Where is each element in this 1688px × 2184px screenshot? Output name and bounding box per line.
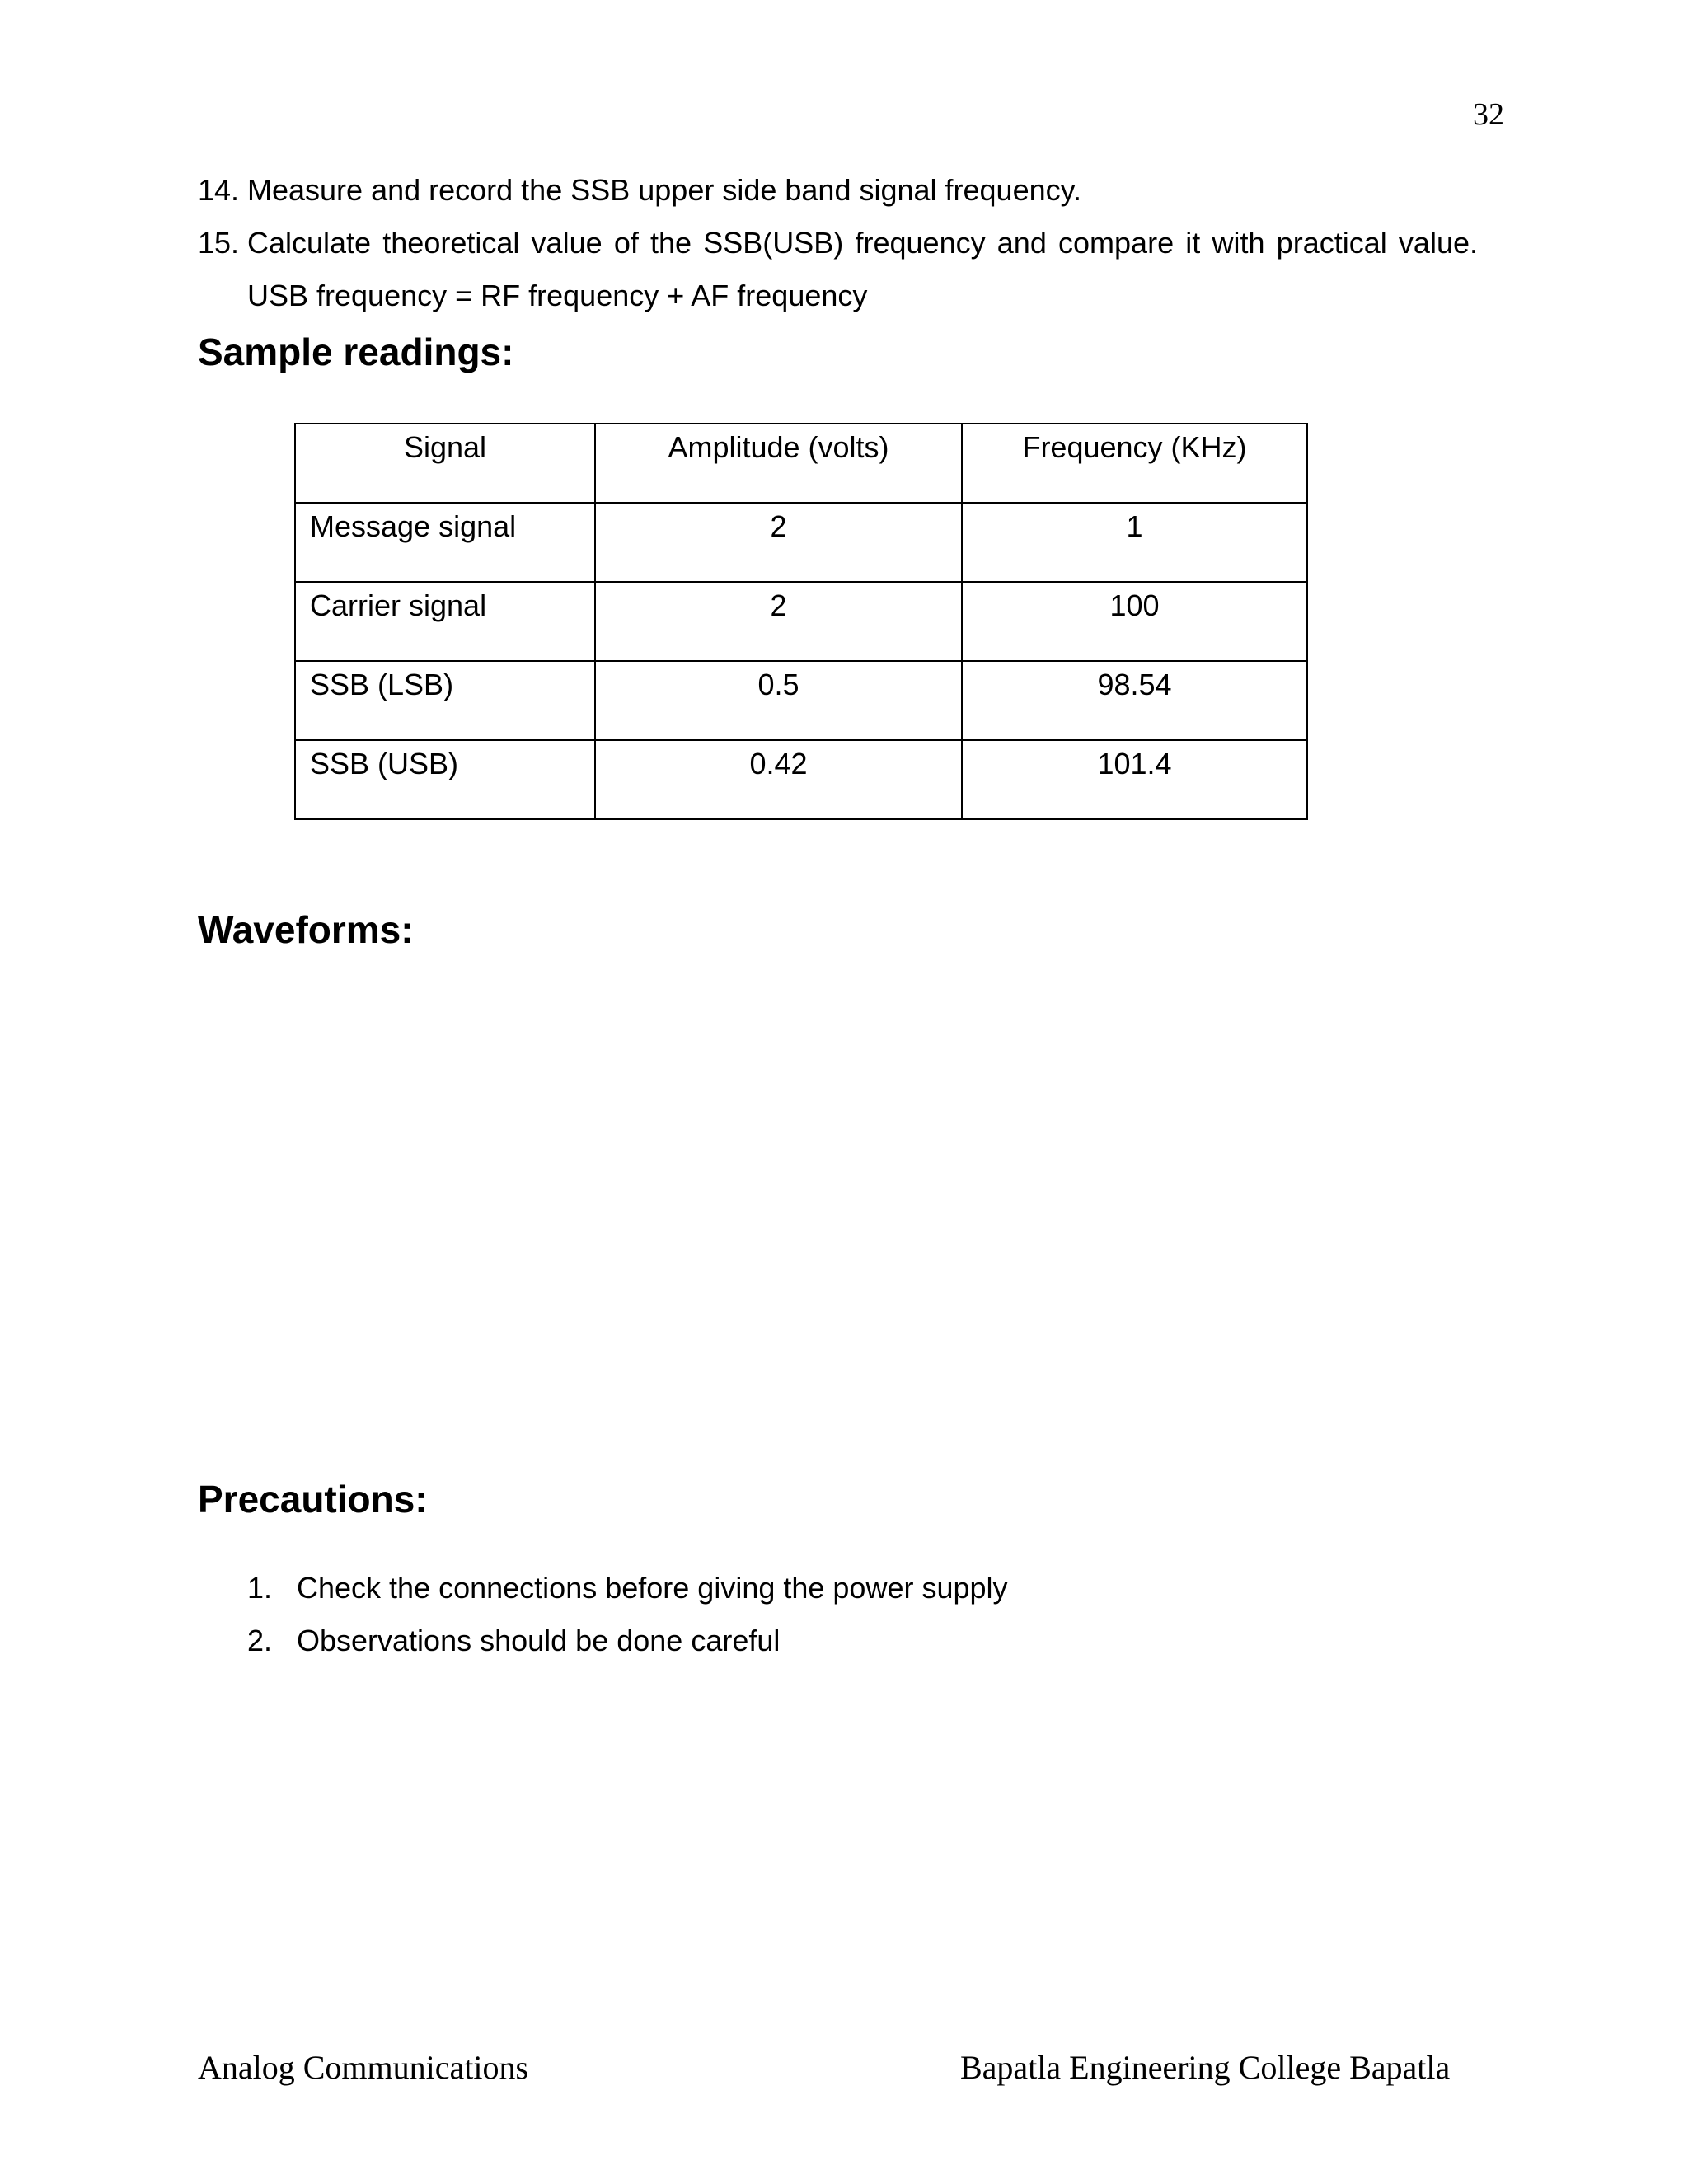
footer-institution: Bapatla Engineering College Bapatla (960, 2049, 1451, 2086)
cell-signal: SSB (USB) (295, 740, 595, 819)
cell-signal: SSB (LSB) (295, 661, 595, 740)
header-signal: Signal (295, 424, 595, 503)
precaution-text: Observations should be done careful (297, 1624, 781, 1657)
precaution-number: 1. (247, 1571, 273, 1605)
cell-frequency: 101.4 (962, 740, 1307, 819)
footer-course: Analog Communications (198, 2049, 529, 2086)
step-text: Measure and record the SSB upper side band signal frequency. (247, 173, 1081, 207)
sample-readings-heading: Sample readings: (198, 330, 514, 373)
waveforms-heading: Waveforms: (198, 908, 414, 951)
precaution-item (247, 1570, 1008, 1606)
precautions-heading: Precautions: (198, 1478, 428, 1521)
cell-signal: Carrier signal (295, 582, 595, 661)
cell-amplitude: 2 (595, 582, 962, 661)
table-row (295, 740, 1307, 819)
table-row (295, 661, 1307, 740)
cell-frequency: 100 (962, 582, 1307, 661)
step-text: Calculate theoretical value of the SSB(USB) frequency and compare it with practical value. (247, 226, 1478, 260)
cell-amplitude: 2 (595, 503, 962, 582)
usb-frequency-formula: USB frequency = RF frequency + AF frequency (247, 279, 868, 312)
table-row (295, 582, 1307, 661)
step-number: 15. (198, 226, 240, 260)
table-header-row (295, 424, 1307, 503)
page-number: 32 (1473, 97, 1504, 132)
cell-frequency: 1 (962, 503, 1307, 582)
readings-table (294, 423, 1308, 820)
precaution-text: Check the connections before giving the power supply (297, 1571, 1008, 1605)
cell-frequency: 98.54 (962, 661, 1307, 740)
cell-signal: Message signal (295, 503, 595, 582)
header-amplitude: Amplitude (volts) (595, 424, 962, 503)
procedure-step (198, 225, 1478, 261)
procedure-step (198, 172, 1081, 209)
precaution-item (247, 1623, 780, 1659)
header-frequency: Frequency (KHz) (962, 424, 1307, 503)
step-number: 14. (198, 173, 240, 207)
cell-amplitude: 0.42 (595, 740, 962, 819)
table-row (295, 503, 1307, 582)
cell-amplitude: 0.5 (595, 661, 962, 740)
precaution-number: 2. (247, 1624, 273, 1657)
